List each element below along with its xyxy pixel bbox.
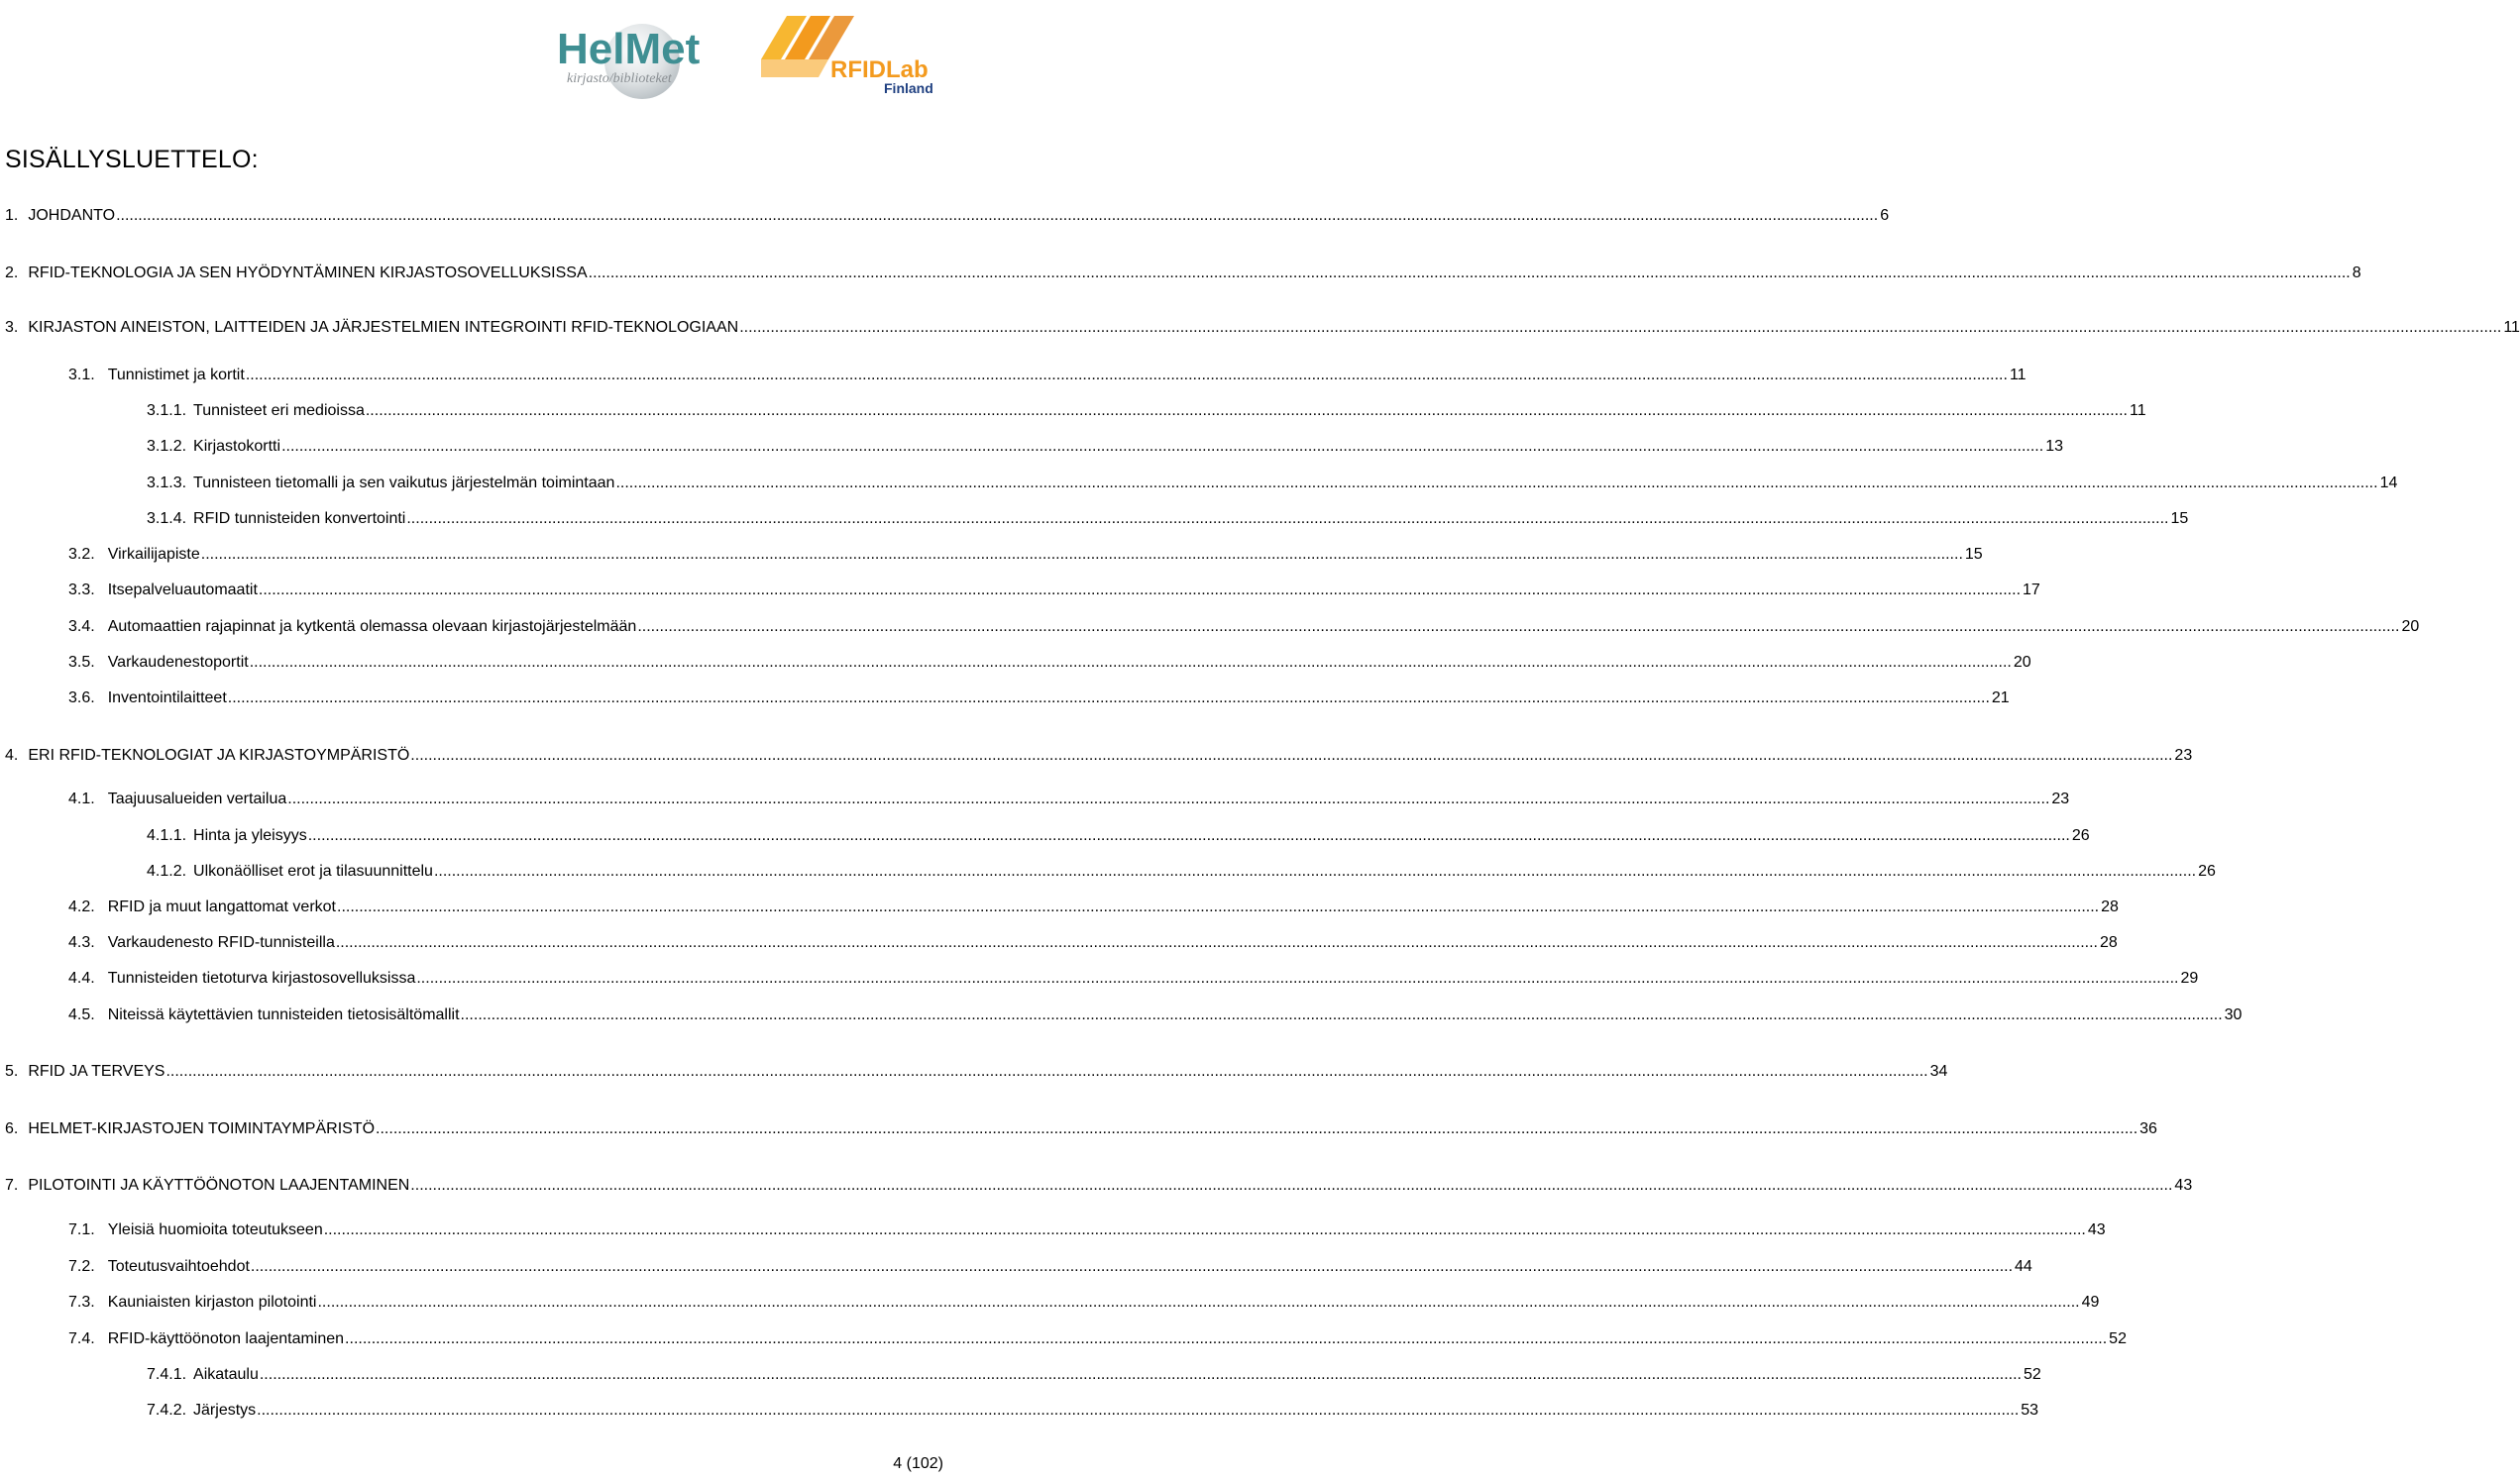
toc-dot-leader: ................................................................................................................................................................................................................................................................................................................................................................................................................ [376, 1120, 2138, 1137]
toc-entry-page: 36 [2139, 1120, 2157, 1137]
toc-entry-title: RFID-käyttöönoton laajentaminen [107, 1330, 345, 1347]
toc-dot-leader: ................................................................................................................................................................................................................................................................................................................................................................................................................ [116, 207, 1879, 224]
toc-entry-page: 44 [2015, 1258, 2032, 1275]
toc-dot-leader: ................................................................................................................................................................................................................................................................................................................................................................................................................ [460, 1006, 2223, 1023]
toc-dot-leader: ................................................................................................................................................................................................................................................................................................................................................................................................................ [410, 747, 2173, 764]
toc-dot-leader: ................................................................................................................................................................................................................................................................................................................................................................................................................ [259, 1366, 2022, 1383]
toc-entry-number: 1. [5, 207, 19, 224]
toc-entry-number: 3.1.1. [147, 402, 187, 419]
toc-entry-page: 21 [1991, 689, 2010, 706]
toc-dot-leader: ................................................................................................................................................................................................................................................................................................................................................................................................................ [637, 618, 2400, 635]
toc-entry-title: Ulkonäölliset erot ja tilasuunnittelu [193, 863, 433, 880]
toc-entry-title: Hinta ja yleisyys [193, 827, 307, 844]
toc-entry[interactable] [68, 1291, 2100, 1313]
toc-entry[interactable] [68, 788, 2070, 809]
rfidlab-logo-name: RFIDLab [830, 56, 929, 83]
helmet-logo-name: HelMet [557, 25, 701, 73]
toc-entry[interactable] [68, 364, 2027, 385]
toc-entry-number: 3. [5, 319, 19, 336]
toc-dot-leader: ................................................................................................................................................................................................................................................................................................................................................................................................................ [281, 438, 2044, 455]
toc-entry-page: 30 [2224, 1006, 2243, 1023]
toc-entry-title: Inventointilaitteet [107, 689, 227, 706]
toc-entry-title: ERI RFID-TEKNOLOGIAT JA KIRJASTOYMPÄRISTÖ [28, 747, 410, 764]
toc-entry-page: 29 [2180, 970, 2199, 987]
toc-entry[interactable] [147, 399, 2146, 421]
toc-dot-leader: ................................................................................................................................................................................................................................................................................................................................................................................................................ [245, 367, 2008, 383]
toc-entry-page: 15 [1964, 546, 1983, 563]
toc-dot-leader: ................................................................................................................................................................................................................................................................................................................................................................................................................ [200, 546, 1963, 563]
toc-entry-title: Itsepalveluautomaatit [107, 581, 258, 598]
rfidlab-logo [757, 12, 945, 99]
toc-entry-title: RFID-TEKNOLOGIA JA SEN HYÖDYNTÄMINEN KIRJASTOSOVELLUKSISSA [28, 264, 588, 281]
toc-entry-number: 3.6. [68, 689, 95, 706]
toc-entry-page: 6 [1880, 207, 1890, 224]
toc-entry-page: 52 [2109, 1330, 2127, 1347]
toc-entry-number: 7.4. [68, 1330, 95, 1347]
toc-dot-leader: ................................................................................................................................................................................................................................................................................................................................................................................................................ [365, 402, 2128, 419]
toc-entry-number: 7.1. [68, 1221, 95, 1238]
toc-entry-title: RFID tunnisteiden konvertointi [193, 510, 406, 527]
toc-entry[interactable] [147, 1399, 2039, 1421]
toc-entry[interactable] [5, 316, 2520, 338]
toc-dot-leader: ................................................................................................................................................................................................................................................................................................................................................................................................................ [410, 1177, 2173, 1194]
toc-entry[interactable] [68, 1004, 2243, 1025]
toc-entry-title: JOHDANTO [28, 207, 116, 224]
toc-entry-title: KIRJASTON AINEISTON, LAITTEIDEN JA JÄRJESTELMIEN INTEGROINTI RFID-TEKNOLOGIAAN [28, 319, 739, 336]
toc-dot-leader: ................................................................................................................................................................................................................................................................................................................................................................................................................ [345, 1330, 2108, 1347]
toc-entry-title: Tunnisteiden tietoturva kirjastosovelluksissa [107, 970, 416, 987]
toc-entry-page: 20 [2401, 618, 2420, 635]
toc-entry-page: 23 [2051, 791, 2070, 807]
toc-entry[interactable] [68, 687, 2010, 708]
toc-dot-leader: ................................................................................................................................................................................................................................................................................................................................................................................................................ [250, 1258, 2014, 1275]
toc-dot-leader: ................................................................................................................................................................................................................................................................................................................................................................................................................ [258, 581, 2022, 598]
toc-entry-number: 3.4. [68, 618, 95, 635]
toc-entry-page: 11 [2129, 402, 2146, 419]
toc-entry[interactable] [68, 896, 2119, 917]
toc-entry-page: 28 [2099, 934, 2118, 951]
toc-entry-page: 34 [1929, 1063, 1948, 1080]
toc-entry-title: Toteutusvaihtoehdot [107, 1258, 250, 1275]
toc-entry-number: 6. [5, 1120, 19, 1137]
toc-entry[interactable] [5, 744, 2193, 766]
toc-dot-leader: ................................................................................................................................................................................................................................................................................................................................................................................................................ [249, 654, 2012, 671]
toc-dot-leader: ................................................................................................................................................................................................................................................................................................................................................................................................................ [257, 1402, 2020, 1419]
toc-entry-page: 28 [2101, 899, 2119, 915]
toc-dot-leader: ................................................................................................................................................................................................................................................................................................................................................................................................................ [588, 264, 2351, 281]
toc-entry-page: 8 [2352, 264, 2361, 281]
toc-entry-page: 26 [2071, 827, 2090, 844]
toc-dot-leader: ................................................................................................................................................................................................................................................................................................................................................................................................................ [165, 1063, 1928, 1080]
toc-entry-title: Kirjastokortti [193, 438, 281, 455]
toc-entry-title: Automaattien rajapinnat ja kytkentä olemassa olevaan kirjastojärjestelmään [107, 618, 637, 635]
toc-entry-number: 7.3. [68, 1294, 95, 1311]
toc-entry-number: 4.1.2. [147, 863, 187, 880]
toc-entry-page: 43 [2174, 1177, 2193, 1194]
toc-dot-leader: ................................................................................................................................................................................................................................................................................................................................................................................................................ [287, 791, 2050, 807]
toc-entry-title: Virkailijapiste [107, 546, 200, 563]
toc-entry[interactable] [5, 1174, 2193, 1196]
toc-entry[interactable] [5, 1060, 1948, 1082]
toc-entry-page: 15 [2170, 510, 2189, 527]
toc-entry[interactable] [147, 472, 2398, 493]
toc-entry-title: Tunnistimet ja kortit [107, 367, 245, 383]
toc-entry-title: Taajuusalueiden vertailua [107, 791, 287, 807]
toc-entry-number: 3.2. [68, 546, 95, 563]
toc-dot-leader: ................................................................................................................................................................................................................................................................................................................................................................................................................ [416, 970, 2179, 987]
toc-entry-page: 20 [2013, 654, 2031, 671]
toc-entry-number: 4.2. [68, 899, 95, 915]
toc-dot-leader: ................................................................................................................................................................................................................................................................................................................................................................................................................ [307, 827, 2070, 844]
toc-entry[interactable] [68, 615, 2420, 637]
toc-entry[interactable] [5, 204, 1890, 226]
toc-entry[interactable] [68, 1218, 2106, 1240]
toc-entry-page: 43 [2087, 1221, 2106, 1238]
toc-entry-number: 2. [5, 264, 19, 281]
toc-entry-title: PILOTOINTI JA KÄYTTÖÖNOTON LAAJENTAMINEN [28, 1177, 410, 1194]
toc-entry-page: 23 [2174, 747, 2193, 764]
toc-dot-leader: ................................................................................................................................................................................................................................................................................................................................................................................................................ [335, 934, 2098, 951]
toc-dot-leader: ................................................................................................................................................................................................................................................................................................................................................................................................................ [615, 475, 2378, 491]
toc-entry-number: 7. [5, 1177, 19, 1194]
toc-entry-page: 11 [2503, 319, 2520, 336]
toc-entry-title: Niteissä käytettävien tunnisteiden tietosisältömallit [107, 1006, 460, 1023]
toc-entry-title: RFID ja muut langattomat verkot [107, 899, 336, 915]
toc-entry-title: Aikataulu [193, 1366, 259, 1383]
toc-entry-number: 3.1. [68, 367, 95, 383]
toc-entry[interactable] [68, 931, 2118, 953]
toc-entry-title: RFID JA TERVEYS [28, 1063, 165, 1080]
rfidlab-logo-tagline: Finland [884, 80, 933, 96]
toc-entry-number: 4. [5, 747, 19, 764]
toc-entry-page: 52 [2023, 1366, 2041, 1383]
toc-entry-number: 3.3. [68, 581, 95, 598]
toc-entry-number: 3.5. [68, 654, 95, 671]
toc-entry-page: 13 [2045, 438, 2063, 455]
toc-entry[interactable] [68, 1327, 2127, 1349]
toc-entry-title: Järjestys [193, 1402, 257, 1419]
toc-entry[interactable] [68, 543, 1983, 565]
toc-entry-page: 53 [2021, 1402, 2039, 1419]
toc-entry-number: 7.4.1. [147, 1366, 187, 1383]
toc-entry-title: Tunnisteet eri medioissa [193, 402, 365, 419]
toc-entry-page: 17 [2023, 581, 2040, 598]
toc-entry-number: 5. [5, 1063, 19, 1080]
toc-entry-title: Kauniaisten kirjaston pilotointi [107, 1294, 317, 1311]
toc-title: SISÄLLYSLUETTELO: [5, 146, 259, 173]
toc-entry-title: HELMET-KIRJASTOJEN TOIMINTAYMPÄRISTÖ [28, 1120, 376, 1137]
toc-entry[interactable] [5, 1117, 2157, 1139]
toc-entry[interactable] [68, 651, 2031, 673]
toc-entry-page: 14 [2379, 475, 2398, 491]
toc-entry[interactable] [5, 262, 2361, 283]
toc-dot-leader: ................................................................................................................................................................................................................................................................................................................................................................................................................ [323, 1221, 2086, 1238]
toc-dot-leader: ................................................................................................................................................................................................................................................................................................................................................................................................................ [227, 689, 1990, 706]
toc-dot-leader: ................................................................................................................................................................................................................................................................................................................................................................................................................ [739, 319, 2502, 336]
toc-entry-number: 4.4. [68, 970, 95, 987]
page-number: 4 (102) [893, 1455, 943, 1472]
toc-entry-title: Varkaudenesto RFID-tunnisteilla [107, 934, 335, 951]
toc-dot-leader: ................................................................................................................................................................................................................................................................................................................................................................................................................ [406, 510, 2169, 527]
toc-dot-leader: ................................................................................................................................................................................................................................................................................................................................................................................................................ [337, 899, 2100, 915]
toc-entry-title: Varkaudenestoportit [107, 654, 249, 671]
toc-entry[interactable] [147, 824, 2090, 846]
toc-entry[interactable] [147, 860, 2216, 882]
toc-entry-number: 4.5. [68, 1006, 95, 1023]
toc-entry-number: 3.1.4. [147, 510, 187, 527]
toc-entry-page: 26 [2198, 863, 2216, 880]
helmet-logo-tagline: kirjasto/biblioteket [567, 71, 672, 86]
toc-entry-page: 49 [2081, 1294, 2100, 1311]
toc-entry-page: 11 [2009, 367, 2027, 383]
toc-entry[interactable] [147, 1363, 2041, 1385]
toc-entry-number: 4.1.1. [147, 827, 187, 844]
toc-entry-number: 7.2. [68, 1258, 95, 1275]
helmet-logo [555, 10, 733, 101]
toc-entry[interactable] [68, 967, 2199, 989]
toc-entry-number: 4.3. [68, 934, 95, 951]
toc-entry[interactable] [147, 435, 2063, 457]
toc-entry[interactable] [68, 1255, 2032, 1277]
toc-entry-number: 7.4.2. [147, 1402, 187, 1419]
toc-entry-number: 4.1. [68, 791, 95, 807]
toc-entry-title: Yleisiä huomioita toteutukseen [107, 1221, 323, 1238]
toc-entry-title: Tunnisteen tietomalli ja sen vaikutus järjestelmän toimintaan [193, 475, 615, 491]
toc-entry-number: 3.1.2. [147, 438, 187, 455]
toc-dot-leader: ................................................................................................................................................................................................................................................................................................................................................................................................................ [433, 863, 2197, 880]
toc-entry-number: 3.1.3. [147, 475, 187, 491]
toc-entry[interactable] [147, 507, 2189, 529]
toc-entry[interactable] [68, 579, 2040, 600]
toc-dot-leader: ................................................................................................................................................................................................................................................................................................................................................................................................................ [317, 1294, 2080, 1311]
